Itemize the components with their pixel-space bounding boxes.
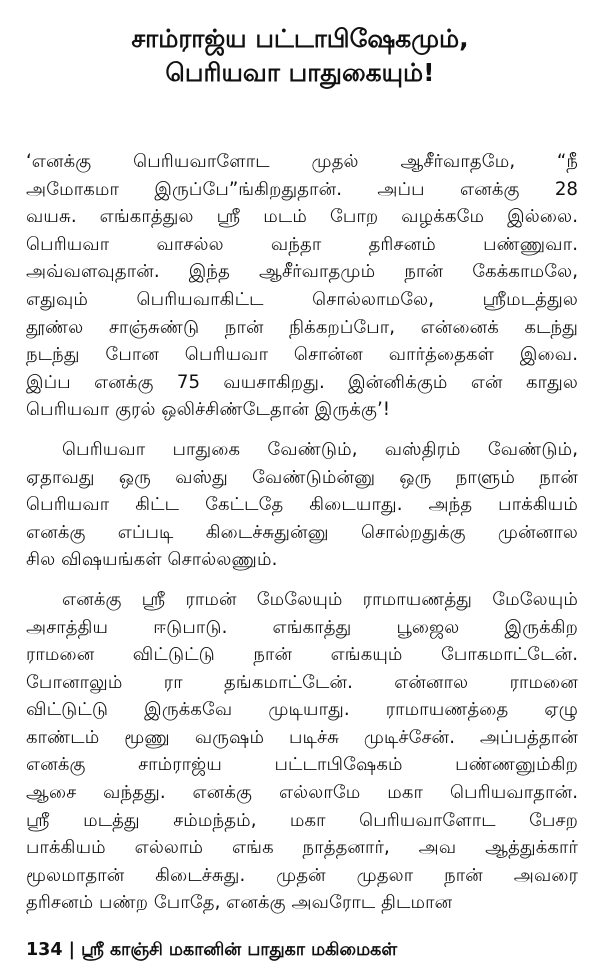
text-line: ஏதாவது ஒரு வஸ்து வேண்டும்ன்னு ஒரு நாளும் நான்: [26, 466, 578, 488]
text-line: அசாத்திய ஈடுபாடு. எங்காத்து பூஜைல இருக்கிற: [26, 616, 578, 638]
paragraph: [26, 148, 578, 424]
text-line: காண்டம் மூணு வருஷம் படிச்சு முடிச்சேன். அப்பத்தான்: [26, 726, 578, 748]
text-line: தரிசனம் பண்ற போதே, எனக்கு அவரோட திடமான: [26, 892, 453, 914]
text-line: பெரியவா பாதுகை வேண்டும், வஸ்திரம் வேண்டும்,: [62, 438, 578, 460]
text-line: எனக்கு சாம்ராஜ்ய பட்டாபிஷேகம் பண்ணனும்கிற: [26, 754, 578, 776]
paragraph: [26, 586, 578, 917]
paragraph: [26, 436, 578, 574]
chapter-title: [0, 22, 600, 90]
text-line: அவ்வளவுதான். இந்த ஆசீர்வாதமும் நான் கேக்காமலே,: [26, 261, 578, 283]
text-line: எதுவும் பெரியவாகிட்ட சொல்லாமலே, ஸ்ரீமடத்துல: [26, 288, 578, 310]
body-text: [26, 148, 578, 929]
text-line: தூண்ல சாஞ்சுண்டு நான் நிக்கறப்போ, என்னைக் கடந்து: [26, 316, 578, 338]
page-footer: [26, 940, 397, 962]
text-line: அமோகமா இருப்பே”ங்கிறதுதான். அப்ப எனக்கு 28: [26, 178, 578, 200]
text-line: சில விஷயங்கள் சொல்லணும்.: [26, 549, 278, 571]
text-line: பெரியவா வாசல்ல வந்தா தரிசனம் பண்ணுவா.: [26, 233, 578, 255]
text-line: போனாலும் ரா தங்கமாட்டேன். என்னால ராமனை: [26, 671, 578, 693]
text-line: எனக்கு ஸ்ரீ ராமன் மேலேயும் ராமாயணத்து மேலேயும்: [62, 588, 578, 610]
text-line: இப்ப எனக்கு 75 வயசாகிறது. இன்னிக்கும் என் காதுல: [26, 371, 578, 393]
text-line: ஸ்ரீ மடத்து சம்மந்தம், மகா பெரியவாளோட பேசற: [26, 809, 578, 831]
text-line: ராமனை விட்டுட்டு நான் எங்கயும் போகமாட்டேன்.: [26, 644, 578, 666]
text-line: வயசு. எங்காத்துல ஸ்ரீ மடம் போற வழக்கமே இல்லை.: [26, 206, 578, 228]
text-line: எனக்கு எப்படி கிடைச்சுதுன்னு சொல்றதுக்கு முன்னால: [26, 521, 578, 543]
book-title: ஸ்ரீ காஞ்சி மகானின் பாதுகா மகிமைகள்: [81, 940, 398, 960]
page-number: 134: [26, 940, 63, 960]
text-line: ‘எனக்கு பெரியவாளோட முதல் ஆசீர்வாதமே, “நீ: [26, 151, 578, 172]
text-line: பெரியவா கிட்ட கேட்டதே கிடையாது. அந்த பாக்கியம்: [26, 494, 578, 516]
text-line: ஆசை வந்தது. எனக்கு எல்லாமே மகா பெரியவாதான்.: [26, 782, 578, 804]
chapter-title-line-1: சாம்ராஜ்ய பட்டாபிஷேகமும்,: [131, 24, 469, 53]
text-line: பெரியவா குரல் ஒலிச்சிண்டேதான் இருக்கு’!: [26, 399, 391, 421]
text-line: விட்டுட்டு இருக்கவே முடியாது. ராமாயணத்தை ஏழு: [26, 699, 578, 721]
chapter-title-line-2: பெரியவா பாதுகையும்!: [165, 58, 435, 87]
text-line: மூலமாதான் கிடைச்சுது. முதன் முதலா நான் அவரை: [26, 864, 578, 886]
text-line: பாக்கியம் எல்லாம் எங்க நாத்தனார், அவ ஆத்துக்கார்: [26, 837, 578, 859]
footer-separator: |: [68, 940, 76, 960]
text-line: நடந்து போன பெரியவா சொன்ன வார்த்தைகள் இவை.: [26, 344, 578, 366]
